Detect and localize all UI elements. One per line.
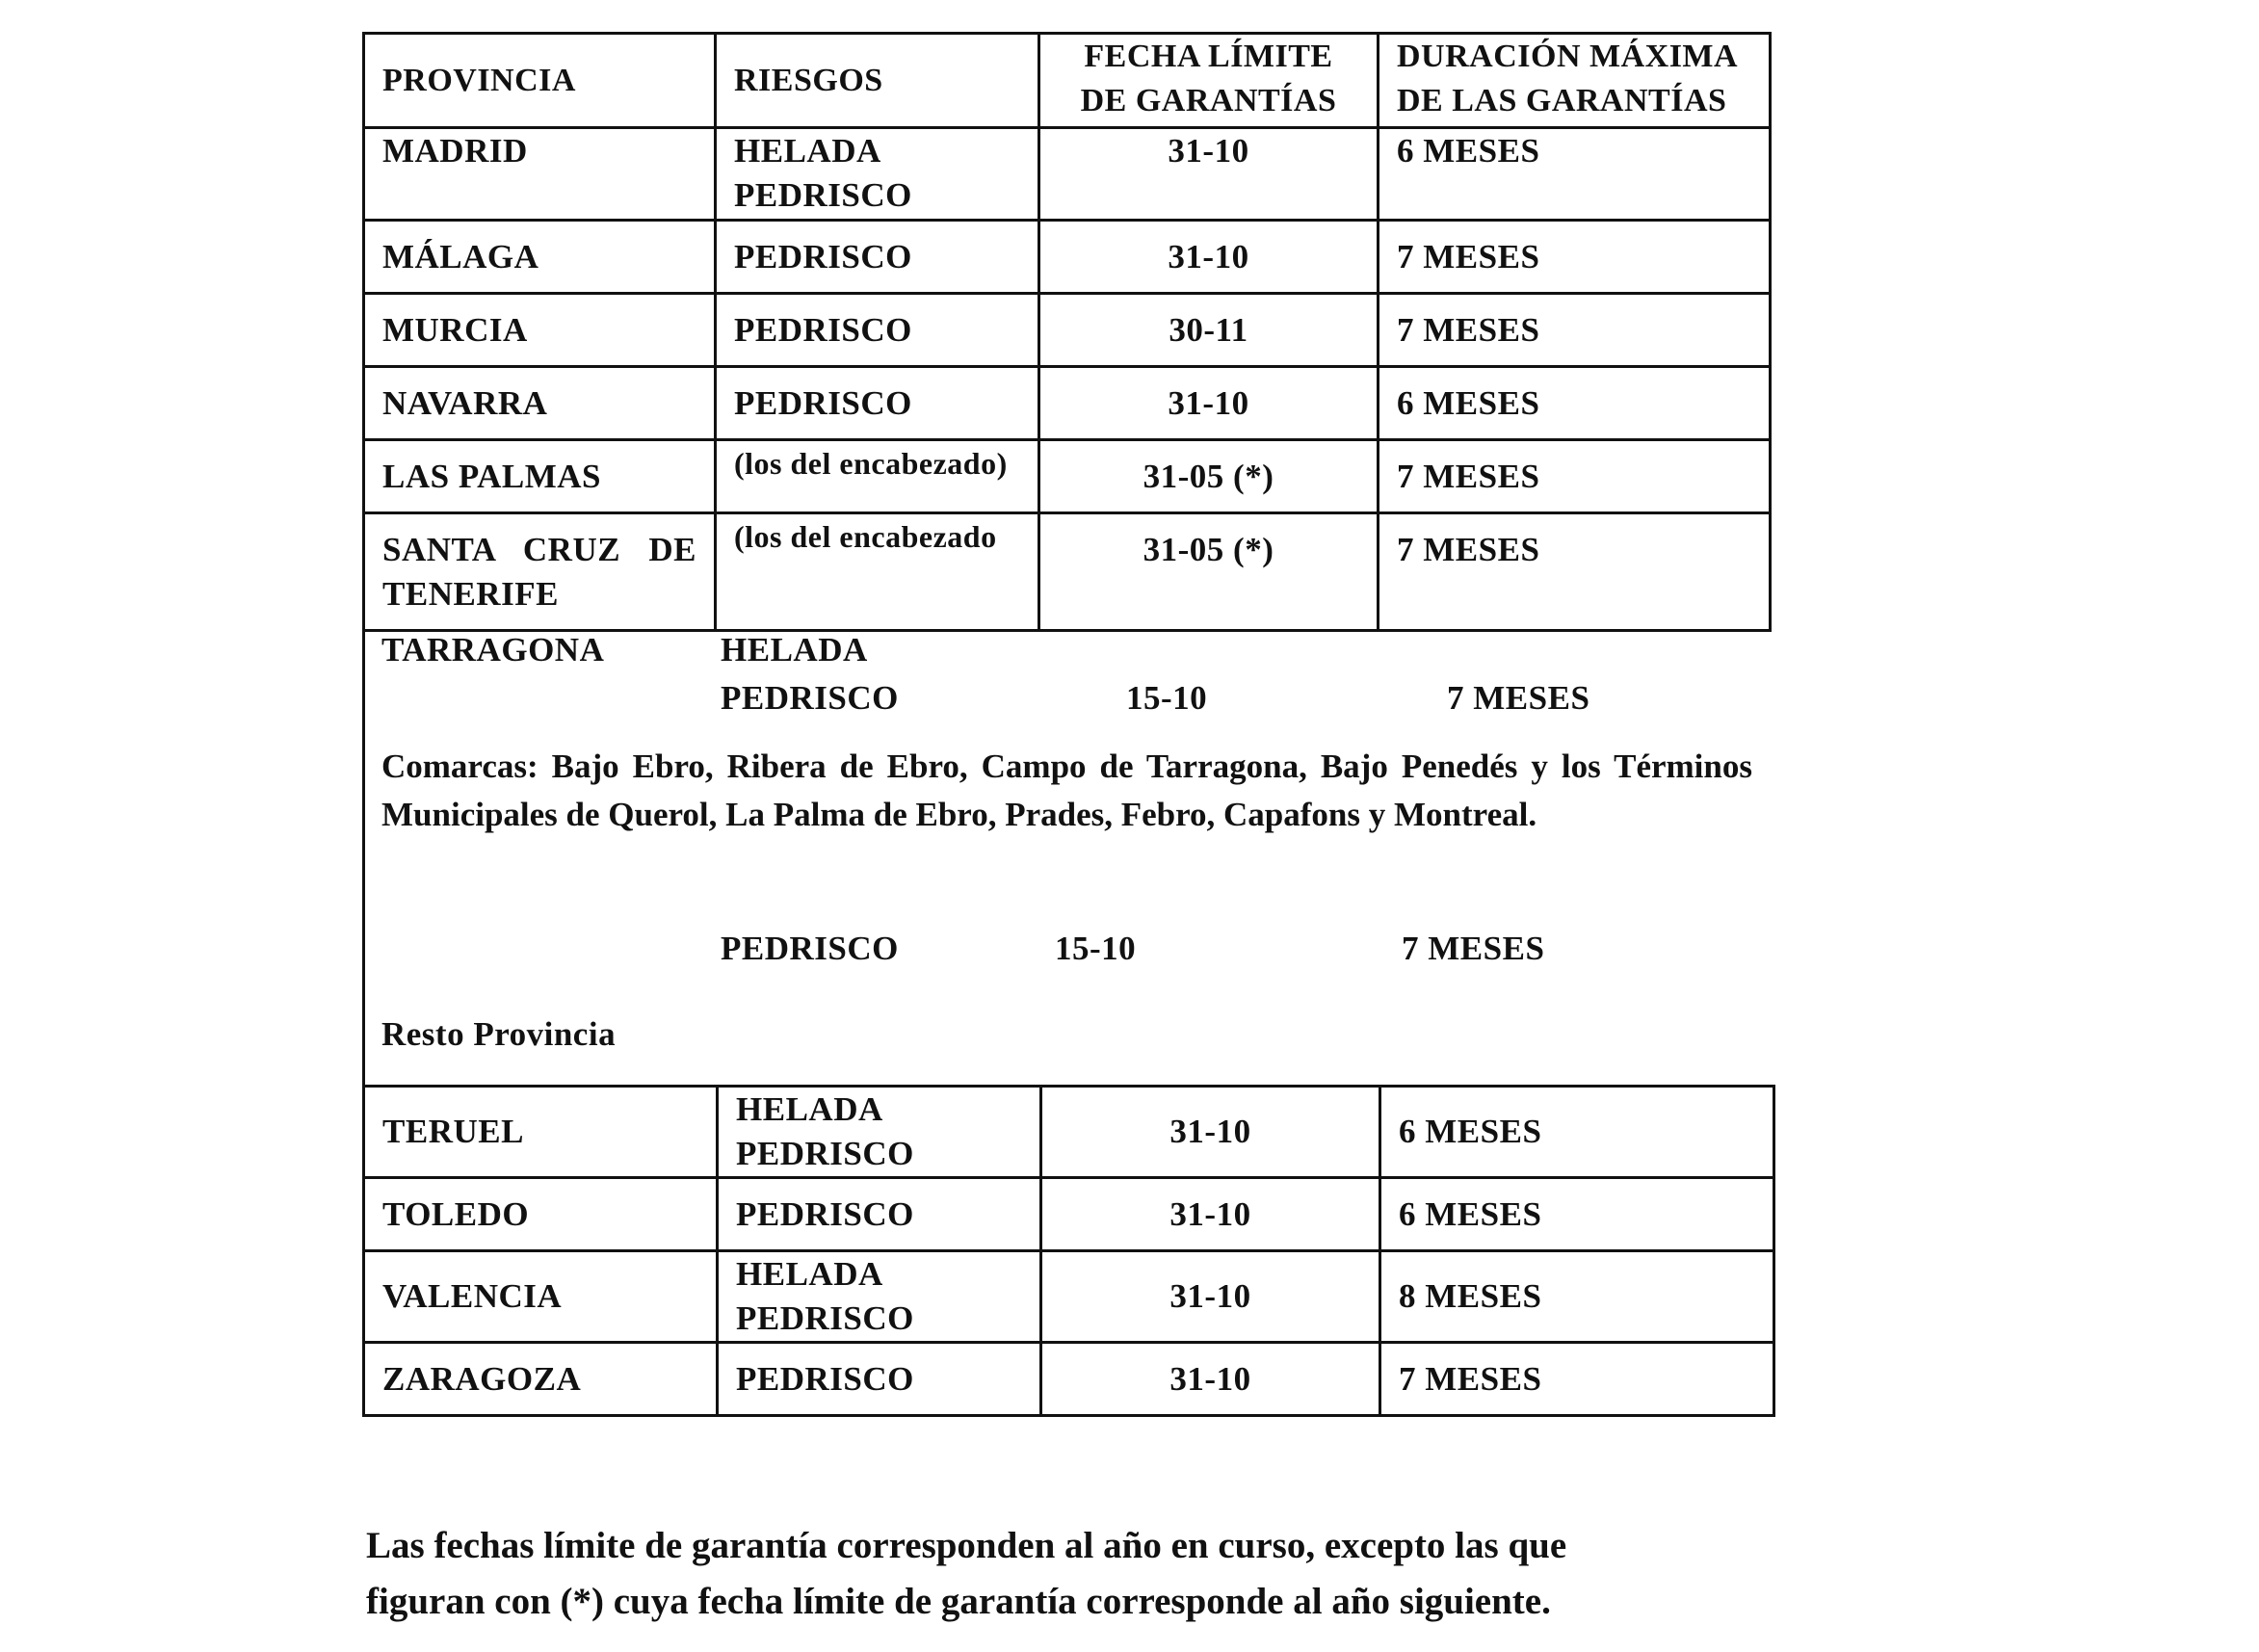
cell-duracion: 7 MESES [1379,221,1771,294]
cell-duracion: 6 MESES [1379,367,1771,440]
cell-provincia: MURCIA [364,294,716,367]
resto-duracion: 7 MESES [1402,930,1545,967]
table-row [364,440,1771,513]
tarragona-provincia: TARRAGONA [381,631,605,669]
provincia-line: SANTA CRUZ DE [382,531,696,568]
table-row [364,513,1771,631]
header-fecha-line2: DE GARANTÍAS [1080,83,1337,118]
table-row [364,1343,1774,1416]
resto-riesgo: PEDRISCO [721,930,899,967]
cell-duracion: 8 MESES [1380,1251,1774,1343]
cell-duracion: 7 MESES [1379,440,1771,513]
cell-fecha: 31-05 (*) [1039,440,1379,513]
tarragona-duracion: 7 MESES [1447,679,1590,717]
cell-provincia: ZARAGOZA [364,1343,718,1416]
cell-provincia: VALENCIA [364,1251,718,1343]
cell-fecha: 31-10 [1041,1178,1380,1251]
tarragona-riesgo-helada: HELADA [721,631,868,669]
table-row [364,1178,1774,1251]
riesgo-line: PEDRISCO [734,176,912,214]
cell-riesgos [718,1087,1041,1178]
cell-duracion: 6 MESES [1380,1087,1774,1178]
cell-duracion: 7 MESES [1379,294,1771,367]
cell-fecha: 31-10 [1041,1087,1380,1178]
cell-provincia [364,513,716,631]
tarragona-comarcas: Comarcas: Bajo Ebro, Ribera de Ebro, Campo de Tarragona, Bajo Penedés y los Términos Municipales de Querol, La Palma de Ebro, Prades, Febro, Capafons y Montreal. [381,747,1752,833]
table-header-row [364,34,1771,128]
cell-duracion: 7 MESES [1379,513,1771,631]
table-row [364,128,1771,221]
table-row [364,221,1771,294]
table-row [364,294,1771,367]
riesgo-line: HELADA [734,132,881,170]
cell-riesgos: PEDRISCO [716,221,1039,294]
cell-duracion: 6 MESES [1379,128,1771,221]
cell-provincia: TOLEDO [364,1178,718,1251]
cell-fecha: 31-10 [1039,221,1379,294]
riesgo-line: PEDRISCO [736,1299,914,1337]
tarragona-fecha: 15-10 [1126,679,1208,717]
cell-fecha: 31-10 [1041,1343,1380,1416]
cell-riesgos: PEDRISCO [716,367,1039,440]
provincia-line: TENERIFE [382,575,559,613]
riesgo-line: HELADA [736,1255,883,1293]
table-row [364,1251,1774,1343]
cell-duracion: 6 MESES [1380,1178,1774,1251]
footnote-line-2: figuran con (*) cuya fecha límite de garantía corresponde al año siguiente. [366,1581,1551,1622]
table-row [364,367,1771,440]
cell-fecha: 31-10 [1041,1251,1380,1343]
header-fecha [1039,34,1379,128]
cell-riesgos [716,128,1039,221]
cell-duracion: 7 MESES [1380,1343,1774,1416]
table-top [362,32,1772,632]
table-row [364,1087,1774,1178]
cell-riesgos [718,1251,1041,1343]
cell-riesgos: (los del encabezado [716,513,1039,631]
resto-fecha: 15-10 [1055,930,1137,967]
section-left-border [362,627,365,1085]
header-duracion-line1: DURACIÓN MÁXIMA [1397,39,1739,74]
header-duracion-line2: DE LAS GARANTÍAS [1397,83,1727,118]
cell-riesgos: PEDRISCO [718,1178,1041,1251]
header-provincia: PROVINCIA [364,34,716,128]
cell-provincia: NAVARRA [364,367,716,440]
tarragona-riesgo-pedrisco: PEDRISCO [721,679,899,717]
cell-provincia: MÁLAGA [364,221,716,294]
footnote-line-1: Las fechas límite de garantía corresponden al año en curso, excepto las que [366,1525,1567,1566]
resto-provincia-label: Resto Provincia [381,1015,617,1053]
header-riesgos: RIESGOS [716,34,1039,128]
table-bottom [362,1085,1775,1417]
cell-fecha: 30-11 [1039,294,1379,367]
cell-provincia: LAS PALMAS [364,440,716,513]
header-duracion [1379,34,1771,128]
header-fecha-line1: FECHA LÍMITE [1084,39,1333,74]
cell-fecha: 31-10 [1039,128,1379,221]
cell-provincia: TERUEL [364,1087,718,1178]
cell-fecha: 31-10 [1039,367,1379,440]
riesgo-line: PEDRISCO [736,1135,914,1172]
cell-fecha: 31-05 (*) [1039,513,1379,631]
riesgo-line: HELADA [736,1090,883,1128]
cell-riesgos: PEDRISCO [716,294,1039,367]
cell-provincia: MADRID [364,128,716,221]
cell-riesgos: (los del encabezado) [716,440,1039,513]
cell-riesgos: PEDRISCO [718,1343,1041,1416]
